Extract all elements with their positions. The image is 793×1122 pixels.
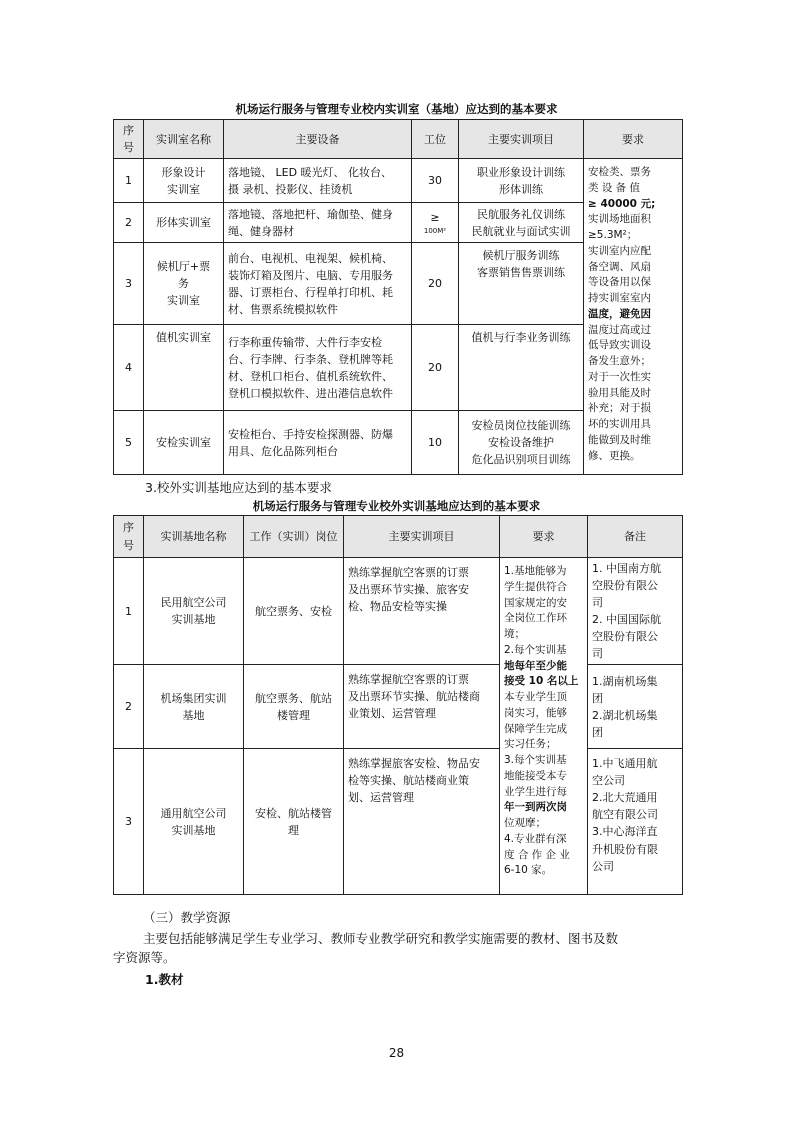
name-line: 形体实训室 (156, 216, 211, 230)
note-line: 司 (592, 647, 603, 661)
req-line: 持实训室室内 (588, 292, 651, 305)
equipment-line: 落地镜、 LED 暖光灯、 化妆台、 (228, 165, 393, 179)
table2-row-projects (344, 558, 500, 665)
note-line: 2.北大荒通用 (592, 791, 658, 805)
note-line: 1.湖南机场集 (592, 674, 658, 688)
table2-header-no: 序号 (114, 516, 144, 558)
table2-header-row (114, 516, 683, 558)
req-line: 安检类、票务 (588, 166, 651, 179)
req-line: 境； (504, 628, 525, 640)
equipment-line: 摄 录机、投影仪、挂烫机 (228, 182, 353, 196)
name-line: 候机厅+票 (156, 260, 211, 274)
project-line: 客票销售售票训练 (477, 266, 565, 280)
equipment-line: 落地镜、落地把杆、瑜伽垫、健身 (228, 207, 393, 221)
name-line: 实训室 (167, 182, 200, 196)
table1-row-projects (459, 325, 584, 411)
project-line: 民航服务礼仪训练 (477, 207, 565, 221)
note-line: 3.中心海洋直 (592, 825, 658, 839)
table1-row-no: 4 (114, 325, 144, 411)
project-line: 熟练掌握航空客票的订票 (348, 673, 469, 687)
req-line: 位观摩； (504, 817, 546, 829)
project-line: 形体训练 (499, 182, 543, 196)
req-line: 实训场地面积 (588, 213, 651, 226)
section3-heading: 3.校外实训基地应达到的基本要求 (145, 480, 332, 495)
req-line: 本专业学生顶 (504, 691, 567, 703)
table1-caption: 机场运行服务与管理专业校内实训室（基地）应达到的基本要求 (235, 102, 558, 116)
textbook-subheading: 1.教材 (145, 972, 184, 987)
table2-row-notes (588, 665, 683, 749)
note-line: 1.中飞通用航 (592, 757, 658, 771)
table2-row-no: 3 (114, 749, 144, 895)
table2-row-posts (244, 749, 344, 895)
note-line: 2.湖北机场集 (592, 708, 658, 722)
req-line: 温度过高或过 (588, 323, 651, 336)
table2-row-posts (244, 665, 344, 749)
equipment-line: 登机口模拟软件、进出港信息软件 (228, 386, 393, 400)
stations-symbol: ≥ (430, 210, 440, 224)
post-line: 航空票务、航站 (255, 691, 332, 705)
req-line: 实训室内应配 (588, 244, 651, 257)
req-line: 实习任务； (504, 738, 557, 751)
equipment-line: 行李称重传输带、大件行李安检 (228, 335, 382, 349)
req-line: 接受 10 名以上 (504, 675, 579, 688)
req-line: 全岗位工作环 (504, 612, 567, 625)
table1-row-stations: 20 (412, 325, 459, 411)
project-line: 检、物品安检等实操 (348, 600, 447, 614)
table2-offcampus-bases (113, 515, 683, 895)
post-line: 安检、航站楼管 (255, 806, 332, 820)
req-line: 国家规定的安 (504, 596, 567, 609)
project-line: 及出票环节实操、航站楼商 (348, 690, 480, 704)
name-line: 实训基地 (171, 823, 216, 837)
table1-header-stations: 工位 (412, 120, 459, 159)
table2-header-requirement: 要求 (500, 516, 588, 558)
table1-row-projects (459, 243, 584, 325)
table1-row-equipment (224, 159, 412, 203)
table2-row-notes (588, 558, 683, 665)
page-number: 28 (388, 1046, 405, 1060)
req-line: ≥5.3M²； (588, 229, 638, 242)
table1-row-stations: 20 (412, 243, 459, 325)
table2-row-projects (344, 749, 500, 895)
project-line: 职业形象设计训练 (477, 165, 565, 179)
table1-row-no: 3 (114, 243, 144, 325)
table1-row-name (144, 325, 224, 411)
teaching-resources-paragraph-continued (113, 948, 683, 967)
req-line: 对于一次性实 (588, 370, 651, 383)
note-line: 1. 中国南方航 (592, 562, 661, 575)
table1-row-no: 5 (114, 411, 144, 475)
paragraph-line: 字资源等。 (113, 950, 176, 965)
req-line: 温度，避免因 (588, 307, 651, 320)
name-line: 机场集团实训 (160, 691, 227, 705)
table2-row-no: 1 (114, 558, 144, 665)
equipment-line: 安检柜台、手持安检探测器、防爆 (228, 427, 393, 441)
project-line: 划、运营管理 (348, 791, 414, 805)
table1-row (114, 159, 683, 203)
table2-caption: 机场运行服务与管理专业校外实训基地应达到的基本要求 (252, 499, 541, 513)
note-line: 2. 中国国际航 (592, 613, 661, 627)
table1-row-no: 1 (114, 159, 144, 203)
req-line: 备发生意外； (588, 355, 651, 368)
name-line: 民用航空公司 (160, 596, 227, 610)
project-line: 安检设备维护 (488, 436, 554, 450)
post-line: 理 (288, 823, 299, 837)
table1-row-stations: 10 (412, 411, 459, 475)
table1-row-stations (412, 203, 459, 243)
req-line: 类 设 备 值 (588, 181, 641, 194)
name-line: 安检实训室 (156, 436, 211, 450)
project-line: 安检员岗位技能训练 (471, 419, 571, 433)
note-line: 航空有限公司 (592, 808, 658, 822)
equipment-line: 前台、电视机、电视架、候机椅、 (228, 251, 393, 265)
equipment-line: 材、售票系统模拟软件 (228, 302, 338, 316)
req-line: 验用具能及时 (588, 386, 651, 399)
table1-oncampus-training (113, 119, 683, 475)
table1-row-equipment (224, 203, 412, 243)
project-line: 业策划、运营管理 (348, 707, 436, 721)
req-line: 能做到及时维 (588, 433, 651, 446)
req-line: 2.每个实训基 (504, 643, 567, 656)
req-line: 等设备用以保 (588, 276, 651, 289)
note-line: 空股份有限公 (592, 579, 658, 593)
note-line: 空公司 (592, 774, 625, 788)
note-line: 团 (592, 691, 603, 705)
name-line: 务 (178, 277, 189, 291)
table2-header-name: 实训基地名称 (144, 516, 244, 558)
req-line: 补充；对于损 (588, 402, 651, 415)
paragraph-line: 主要包括能够满足学生专业学习、教师专业教学研究和教学实施需要的教材、图书及数 (143, 931, 619, 946)
table1-header-equipment: 主要设备 (224, 120, 412, 159)
table2-requirement (500, 558, 588, 895)
req-line: 年一到两次岗 (504, 801, 567, 814)
note-line: 司 (592, 596, 603, 610)
table2-row (114, 665, 683, 749)
table2-row-no: 2 (114, 665, 144, 749)
req-line: 地每年至少能 (504, 659, 567, 672)
project-line: 熟练掌握旅客安检、物品安 (348, 757, 480, 771)
table2-row-posts (244, 558, 344, 665)
req-line: 坏的实训用具 (588, 418, 651, 431)
table1-row-name (144, 203, 224, 243)
req-line: 度 合 作 企 业 (504, 848, 570, 861)
project-line: 熟练掌握航空客票的订票 (348, 566, 469, 579)
table1-header-projects: 主要实训项目 (459, 120, 584, 159)
project-line: 值机与行李业务训练 (471, 331, 571, 345)
table1-row-equipment (224, 325, 412, 411)
equipment-line: 器、订票柜台、行程单打印机、耗 (228, 285, 393, 299)
req-line: 修、更换。 (588, 449, 641, 462)
req-line: 6-10 家。 (504, 864, 553, 877)
table1-row-projects (459, 159, 584, 203)
table1-row-no: 2 (114, 203, 144, 243)
req-line: 3.每个实训基 (504, 754, 567, 766)
name-line: 形象设计 (161, 165, 206, 179)
equipment-line: 台、行李牌、行李条、登机牌等耗 (228, 352, 393, 366)
table2-row (114, 558, 683, 665)
teaching-resources-paragraph (143, 929, 683, 948)
table2-header-notes: 备注 (588, 516, 683, 558)
table1-header-name: 实训室名称 (144, 120, 224, 159)
req-line: ≥ 40000 元; (588, 197, 656, 210)
equipment-line: 绳、健身器材 (228, 224, 294, 238)
req-line: 地能接受本专 (504, 769, 567, 782)
teaching-resources-heading: （三）教学资源 (143, 910, 231, 925)
table1-row-equipment (224, 411, 412, 475)
req-line: 保障学生完成 (504, 722, 567, 735)
name-line: 实训基地 (171, 613, 216, 627)
name-line: 通用航空公司 (160, 806, 227, 820)
table1-row-stations: 30 (412, 159, 459, 203)
post-line: 航空票务、安检 (255, 604, 332, 618)
req-line: 学生提供符合 (504, 580, 567, 593)
table1-row-equipment (224, 243, 412, 325)
project-line: 危化品识别项目训练 (471, 453, 571, 467)
project-line: 及出票环节实操、旅客安 (348, 583, 469, 597)
table2-header-projects: 主要实训项目 (344, 516, 500, 558)
req-line: 业学生进行每 (504, 785, 567, 798)
table2-row-name (144, 665, 244, 749)
req-line: 备空调、风扇 (588, 260, 651, 273)
table1-row-projects (459, 203, 584, 243)
table2-header-posts: 工作（实训）岗位 (244, 516, 344, 558)
note-line: 公司 (592, 859, 614, 873)
req-line: 1.基地能够为 (504, 565, 567, 577)
table2-row-name (144, 558, 244, 665)
note-line: 团 (592, 725, 603, 739)
equipment-line: 装饰灯箱及图片、电脑、专用服务 (228, 268, 393, 282)
table2-row-notes (588, 749, 683, 895)
equipment-line: 材、登机口柜台、值机系统软件、 (228, 369, 393, 383)
req-line: 低导致实训设 (588, 339, 651, 352)
table2-row-projects (344, 665, 500, 749)
req-line: 4.专业群有深 (504, 832, 567, 845)
table1-header-requirement: 要求 (584, 120, 683, 159)
table1-requirement (584, 159, 683, 475)
table1-row-projects (459, 411, 584, 475)
table1-row-name (144, 243, 224, 325)
name-line: 基地 (182, 708, 205, 722)
name-line: 实训室 (167, 294, 200, 308)
table2-row-name (144, 749, 244, 895)
stations-area: 100M² (423, 226, 447, 235)
table1-header-row (114, 120, 683, 159)
project-line: 民航就业与面试实训 (471, 224, 571, 238)
table2-row (114, 749, 683, 895)
post-line: 楼管理 (277, 708, 310, 722)
project-line: 检等实操、航站楼商业策 (348, 774, 469, 788)
project-line: 候机厅服务训练 (482, 249, 560, 263)
note-line: 空股份有限公 (592, 630, 658, 644)
req-line: 岗实习，能够 (504, 706, 567, 719)
table1-row-name (144, 159, 224, 203)
note-line: 升机股份有限 (592, 842, 658, 856)
name-line: 值机实训室 (156, 331, 211, 345)
table1-header-no: 序号 (114, 120, 144, 159)
equipment-line: 用具、危化品陈列柜台 (228, 444, 338, 458)
table1-row-name (144, 411, 224, 475)
